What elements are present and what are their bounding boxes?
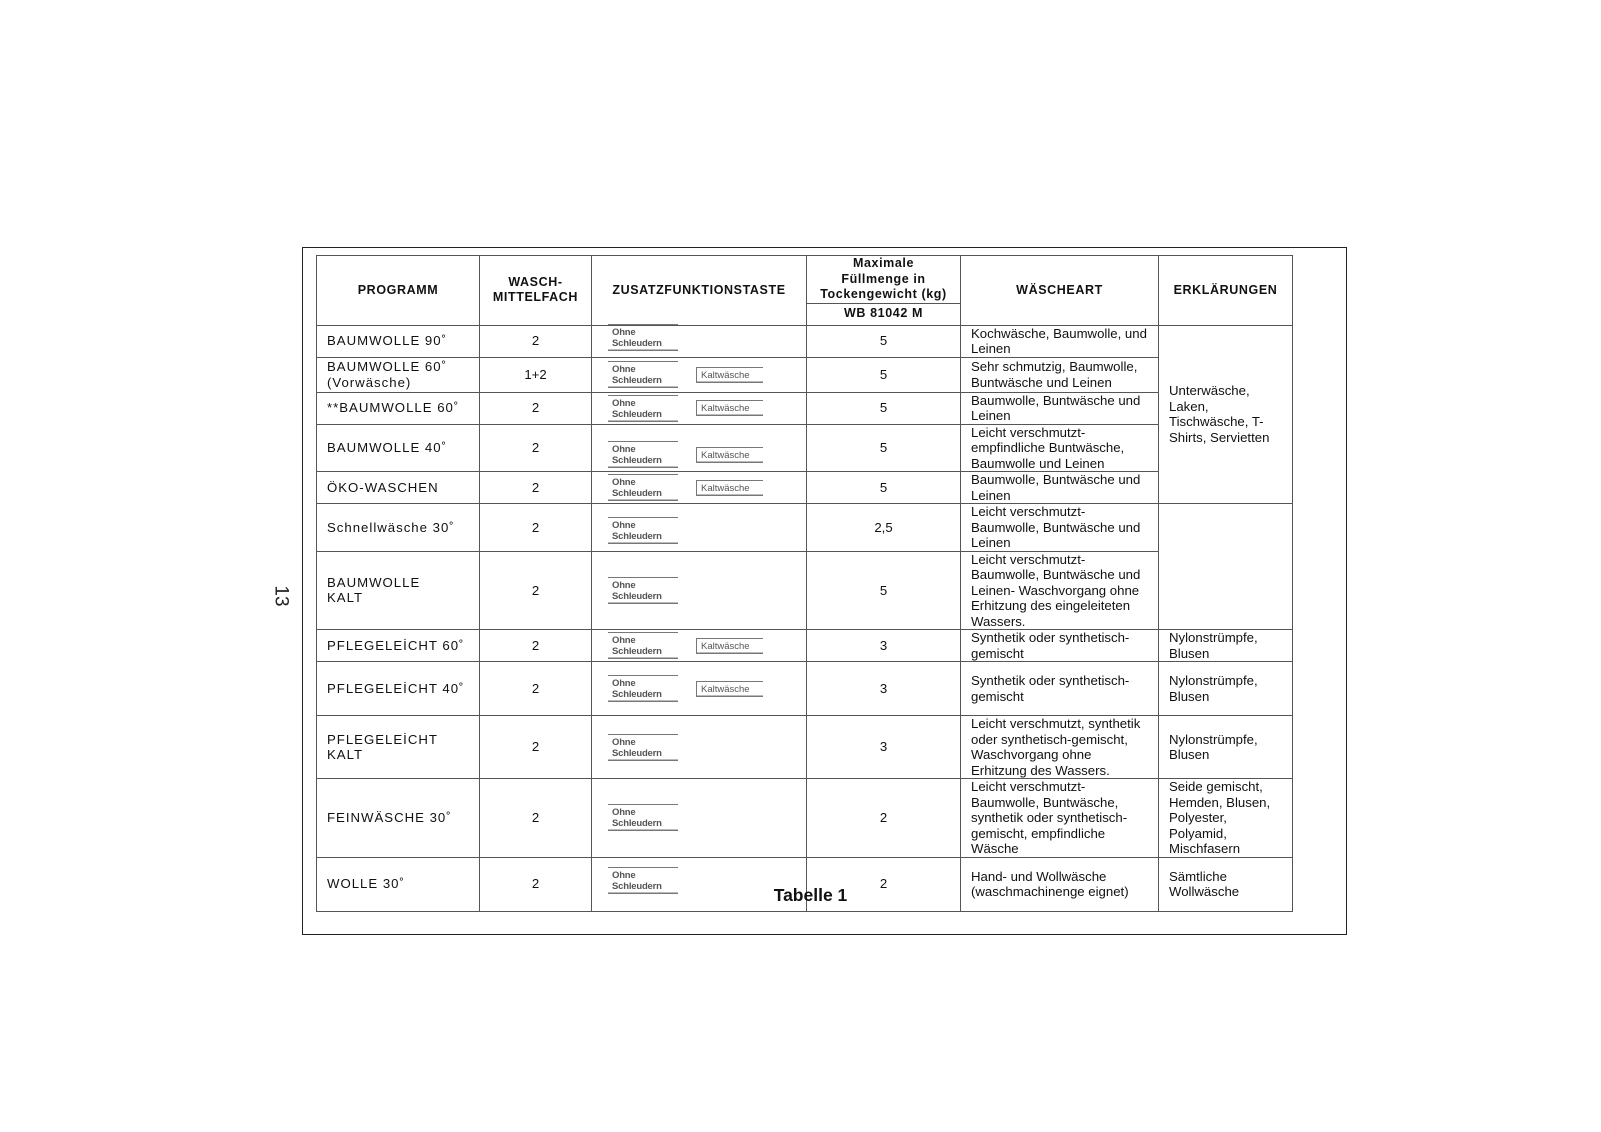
table-row xyxy=(317,630,1293,662)
ohne-schleudern-key: Ohne Schleudern xyxy=(608,441,678,468)
detergent-compartment: 2 xyxy=(480,472,592,504)
option-keys xyxy=(592,504,807,552)
detergent-compartment: 1+2 xyxy=(480,357,592,392)
max-load: 5 xyxy=(807,472,961,504)
laundry-type: Hand- und Wollwäsche (waschmachinenge eignet) xyxy=(961,857,1159,911)
option-keys xyxy=(592,472,807,504)
program-table xyxy=(316,255,1293,912)
laundry-type: Baumwolle, Buntwäsche und Leinen xyxy=(961,392,1159,424)
max-load: 3 xyxy=(807,630,961,662)
explanation: Seide gemischt, Hemden, Blusen, Polyester, Polyamid, Mischfasern xyxy=(1159,779,1293,858)
program-name: PFLEGELEİCHT KALT xyxy=(317,716,480,779)
ohne-schleudern-key: Ohne Schleudern xyxy=(608,804,678,831)
program-name: WOLLE 30˚ xyxy=(317,857,480,911)
option-keys xyxy=(592,662,807,716)
program-name: BAUMWOLLE KALT xyxy=(317,551,480,630)
program-name: FEINWÄSCHE 30˚ xyxy=(317,779,480,858)
max-load: 2 xyxy=(807,857,961,911)
laundry-type: Leicht verschmutzt, synthetik oder synthetisch-gemischt, Waschvorgang ohne Erhitzung des Wassers. xyxy=(961,716,1159,779)
option-keys xyxy=(592,630,807,662)
program-name: PFLEGELEİCHT 60˚ xyxy=(317,630,480,662)
ohne-schleudern-key: Ohne Schleudern xyxy=(608,577,678,604)
option-keys xyxy=(592,779,807,858)
ohne-schleudern-key: Ohne Schleudern xyxy=(608,395,678,422)
detergent-compartment: 2 xyxy=(480,392,592,424)
program-name: BAUMWOLLE 60˚ (Vorwäsche) xyxy=(317,357,480,392)
max-load: 3 xyxy=(807,716,961,779)
explanation: Unterwäsche, Laken, Tischwäsche, T-Shirts, Servietten xyxy=(1159,325,1293,504)
laundry-type: Leicht verschmutzt- Baumwolle, Buntwäsche, synthetik oder synthetisch-gemischt, empfindliche Wäsche xyxy=(961,779,1159,858)
max-load: 5 xyxy=(807,357,961,392)
table-row xyxy=(317,551,1293,630)
table-row xyxy=(317,504,1293,552)
explanation: Sämtliche Wollwäsche xyxy=(1159,857,1293,911)
header-model: WB 81042 M xyxy=(807,303,961,325)
detergent-compartment: 2 xyxy=(480,424,592,472)
laundry-type: Kochwäsche, Baumwolle, und Leinen xyxy=(961,325,1159,357)
detergent-compartment: 2 xyxy=(480,630,592,662)
detergent-compartment: 2 xyxy=(480,504,592,552)
detergent-compartment: 2 xyxy=(480,325,592,357)
kaltwaesche-key: Kaltwäsche xyxy=(696,681,763,697)
option-keys xyxy=(592,551,807,630)
table-row xyxy=(317,472,1293,504)
kaltwaesche-key: Kaltwäsche xyxy=(696,400,763,416)
option-keys xyxy=(592,392,807,424)
ohne-schleudern-key: Ohne Schleudern xyxy=(608,632,678,659)
kaltwaesche-key: Kaltwäsche xyxy=(696,638,763,654)
header-programm: PROGRAMM xyxy=(317,256,480,326)
laundry-type: Leicht verschmutzt- empfindliche Buntwäsche, Baumwolle und Leinen xyxy=(961,424,1159,472)
laundry-type: Leicht verschmutzt- Baumwolle, Buntwäsche und Leinen- Waschvorgang ohne Erhitzung des eingeleiteten Wassers. xyxy=(961,551,1159,630)
table-row xyxy=(317,779,1293,858)
laundry-type: Synthetik oder synthetisch-gemischt xyxy=(961,662,1159,716)
max-load: 2,5 xyxy=(807,504,961,552)
program-name: ÖKO-WASCHEN xyxy=(317,472,480,504)
max-load: 2 xyxy=(807,779,961,858)
max-load: 3 xyxy=(807,662,961,716)
header-waschmittelfach: WASCH- MITTELFACH xyxy=(480,256,592,326)
max-load: 5 xyxy=(807,392,961,424)
ohne-schleudern-key: Ohne Schleudern xyxy=(608,361,678,388)
explanation: Nylonstrümpfe, Blusen xyxy=(1159,662,1293,716)
table-caption: Tabelle 1 xyxy=(773,885,848,905)
detergent-compartment: 2 xyxy=(480,551,592,630)
table-row xyxy=(317,424,1293,472)
header-max-fuellmenge: Maximale Füllmenge in Tockengewicht (kg) xyxy=(807,256,961,304)
table-row xyxy=(317,716,1293,779)
ohne-schleudern-key: Ohne Schleudern xyxy=(608,517,678,544)
ohne-schleudern-key: Ohne Schleudern xyxy=(608,324,678,351)
laundry-type: Sehr schmutzig, Baumwolle, Buntwäsche und Leinen xyxy=(961,357,1159,392)
header-zusatzfunktion: ZUSATZFUNKTIONSTASTE xyxy=(592,256,807,326)
laundry-type: Synthetik oder synthetisch-gemischt xyxy=(961,630,1159,662)
max-load: 5 xyxy=(807,424,961,472)
detergent-compartment: 2 xyxy=(480,857,592,911)
program-name: PFLEGELEİCHT 40˚ xyxy=(317,662,480,716)
detergent-compartment: 2 xyxy=(480,779,592,858)
explanation-empty xyxy=(1159,504,1293,630)
ohne-schleudern-key: Ohne Schleudern xyxy=(608,867,678,894)
program-name: BAUMWOLLE 90˚ xyxy=(317,325,480,357)
max-load: 5 xyxy=(807,325,961,357)
program-name: BAUMWOLLE 40˚ xyxy=(317,424,480,472)
program-name: **BAUMWOLLE 60˚ xyxy=(317,392,480,424)
header-erklaerungen: ERKLÄRUNGEN xyxy=(1159,256,1293,326)
kaltwaesche-key: Kaltwäsche xyxy=(696,480,763,496)
table-row xyxy=(317,325,1293,357)
header-waescheart: WÄSCHEART xyxy=(961,256,1159,326)
detergent-compartment: 2 xyxy=(480,716,592,779)
laundry-type: Leicht verschmutzt- Baumwolle, Buntwäsche und Leinen xyxy=(961,504,1159,552)
page-number: 13 xyxy=(270,585,292,607)
explanation: Nylonstrümpfe, Blusen xyxy=(1159,716,1293,779)
laundry-type: Baumwolle, Buntwäsche und Leinen xyxy=(961,472,1159,504)
option-keys xyxy=(592,357,807,392)
option-keys xyxy=(592,716,807,779)
option-keys xyxy=(592,424,807,472)
max-load: 5 xyxy=(807,551,961,630)
ohne-schleudern-key: Ohne Schleudern xyxy=(608,675,678,702)
kaltwaesche-key: Kaltwäsche xyxy=(696,367,763,383)
explanation: Nylonstrümpfe, Blusen xyxy=(1159,630,1293,662)
option-keys xyxy=(592,325,807,357)
ohne-schleudern-key: Ohne Schleudern xyxy=(608,474,678,501)
table-row xyxy=(317,662,1293,716)
table-row xyxy=(317,392,1293,424)
ohne-schleudern-key: Ohne Schleudern xyxy=(608,734,678,761)
kaltwaesche-key: Kaltwäsche xyxy=(696,447,763,463)
program-name: Schnellwäsche 30˚ xyxy=(317,504,480,552)
detergent-compartment: 2 xyxy=(480,662,592,716)
table-row xyxy=(317,357,1293,392)
